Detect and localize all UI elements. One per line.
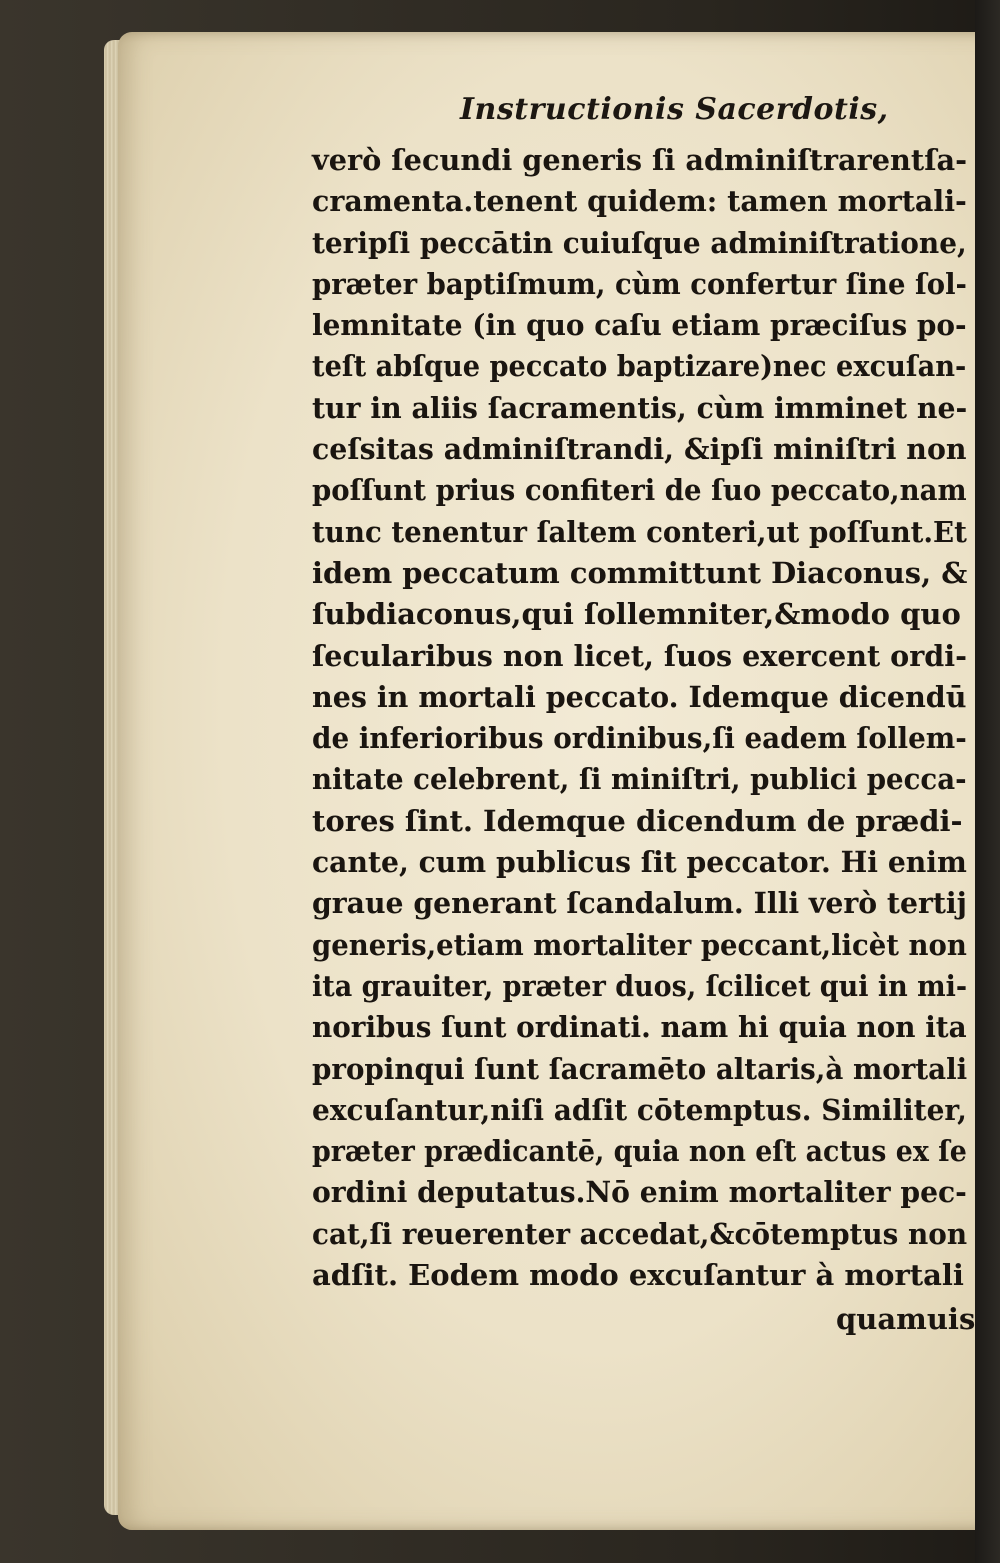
text-line: ceſsitas adminiſtrandi, &ipſi miniſtri non bbox=[312, 432, 967, 467]
text-line: tur in aliis ſacramentis, cùm imminet ne- bbox=[312, 390, 968, 425]
text-line: præter baptiſmum, cùm confertur ſine ſol- bbox=[312, 266, 967, 301]
body-text bbox=[312, 140, 967, 1296]
text-line: teripſi peccātin cuiuſque adminiſtratione, bbox=[312, 225, 967, 260]
text-line: generis,etiam mortaliter peccant,licèt non bbox=[312, 927, 967, 962]
catchword: quamuis bbox=[836, 1302, 976, 1336]
text-line: verò ſecundi generis ſi adminiſtrarentſa- bbox=[312, 143, 968, 177]
running-head: Instructionis Sacerdotis, bbox=[460, 92, 889, 127]
text-line: graue generant ſcandalum. Illi verò tertij bbox=[312, 886, 967, 921]
text-line: de inferioribus ordinibus,ſi eadem ſollem- bbox=[312, 721, 967, 756]
text-line: nitate celebrent, ſi miniſtri, publici pecca- bbox=[312, 762, 967, 797]
text-line: lemnitate (in quo caſu etiam præciſus po- bbox=[312, 308, 967, 343]
text-line: nes in mortali peccato. Idemque dicendū bbox=[312, 679, 967, 714]
text-line: noribus ſunt ordinati. nam hi quia non ita bbox=[312, 1010, 967, 1045]
text-line: excuſantur,niſi adſit cōtemptus. Similiter, bbox=[312, 1092, 967, 1127]
text-line: cat,ſi reuerenter accedat,&cōtemptus non bbox=[312, 1216, 968, 1251]
text-line: ſubdiaconus,qui ſollemniter,&modo quo bbox=[312, 597, 961, 632]
text-line: tunc tenentur ſaltem conteri,ut poſſunt.Et bbox=[312, 514, 967, 549]
text-line: idem peccatum committunt Diaconus, & bbox=[312, 555, 968, 590]
text-line: tores ſint. Idemque dicendum de prædi- bbox=[312, 803, 963, 838]
text-line: cante, cum publicus ſit peccator. Hi enim bbox=[312, 845, 967, 880]
text-line: propinqui ſunt ſacramēto altaris,à mortali bbox=[312, 1051, 968, 1086]
binding-edge bbox=[975, 0, 1000, 1563]
text-line: adſit. Eodem modo excuſantur à mortali bbox=[312, 1258, 964, 1293]
text-line: cramenta.tenent quidem: tamen mortali- bbox=[312, 184, 967, 219]
text-line: ſecularibus non licet, ſuos exercent ordi- bbox=[312, 638, 968, 673]
text-line: præter prædicantē, quia non eſt actus ex ſe bbox=[312, 1134, 967, 1169]
text-line: teſt abſque peccato baptizare)nec excuſan- bbox=[312, 349, 967, 384]
text-line: poſſunt prius confiteri de ſuo peccato,nam bbox=[312, 473, 967, 508]
text-line: ita grauiter, præter duos, ſcilicet qui in mi- bbox=[312, 968, 968, 1003]
text-line: ordini deputatus.Nō enim mortaliter pec- bbox=[312, 1175, 967, 1210]
